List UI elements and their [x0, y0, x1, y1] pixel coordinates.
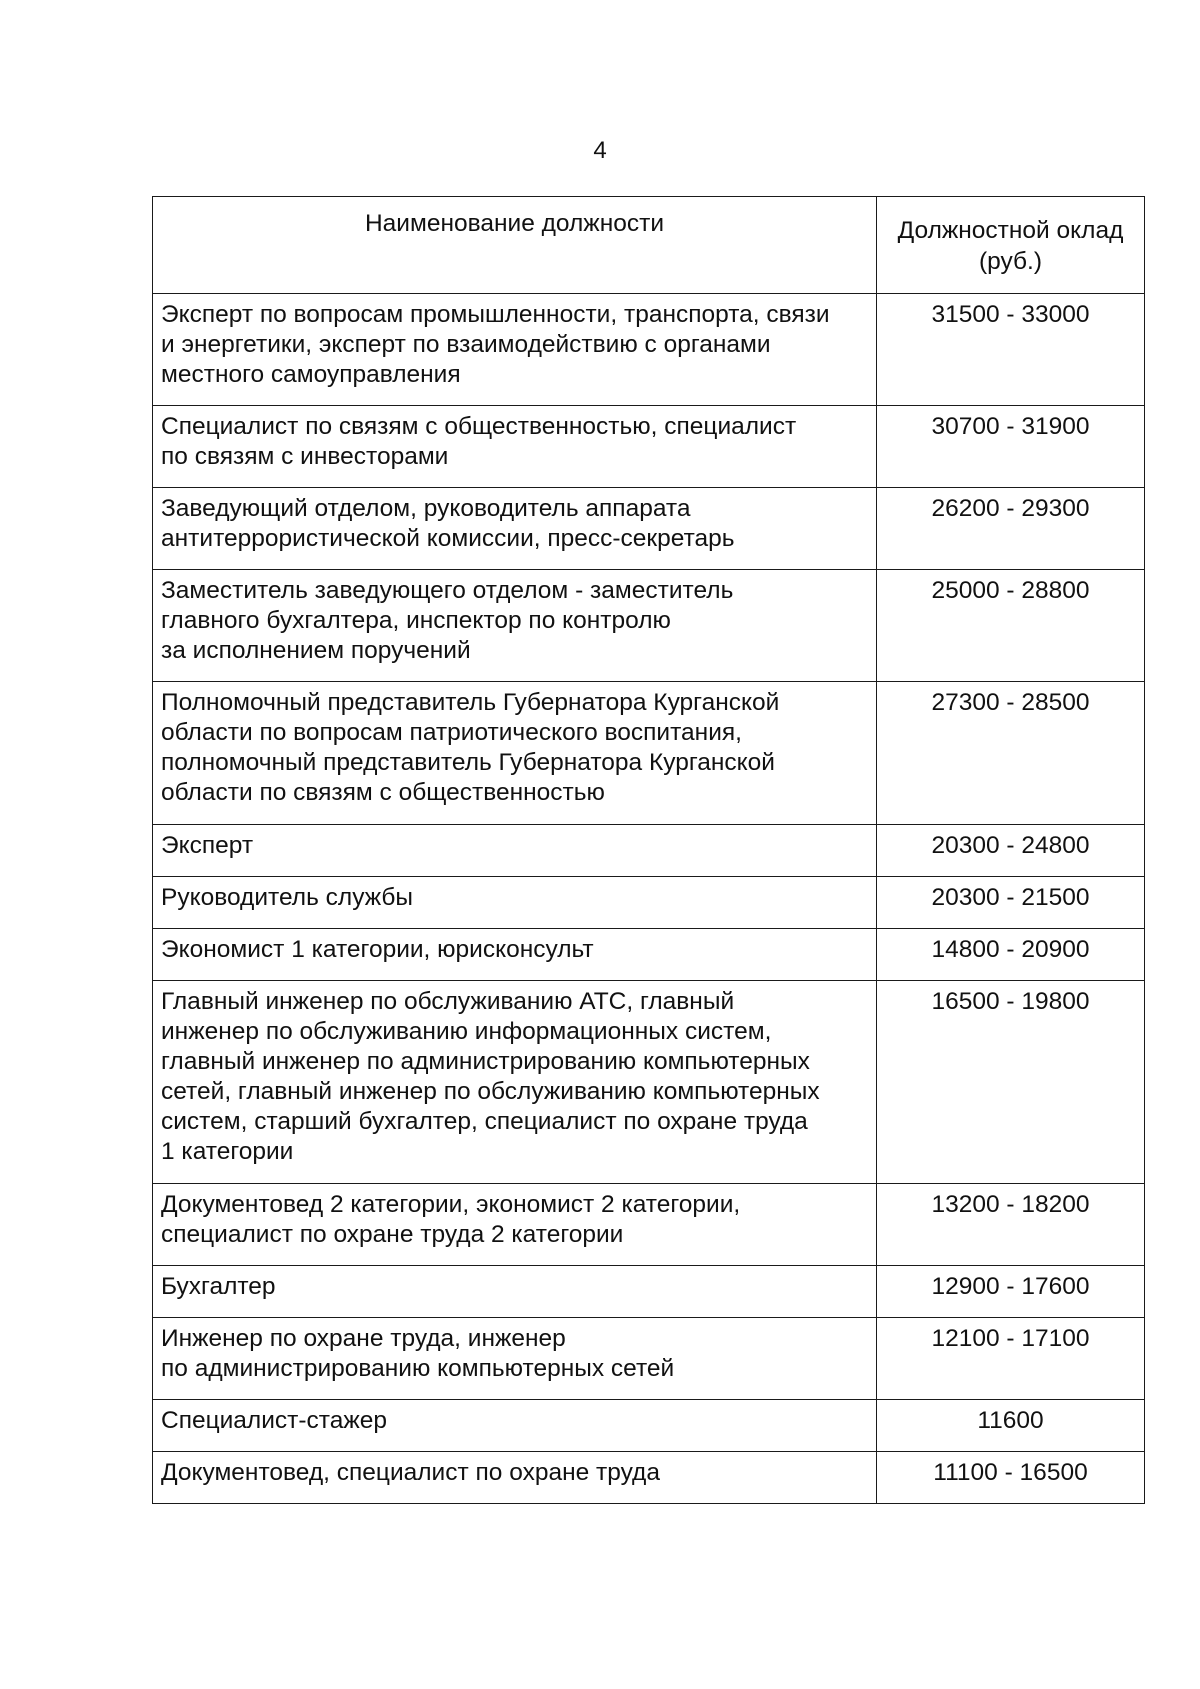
table-row — [153, 1318, 1145, 1400]
position-name-line: Главный инженер по обслуживанию АТС, главный — [161, 988, 735, 1015]
table-row — [153, 1266, 1145, 1318]
position-name-line: Эксперт по вопросам промышленности, транспорта, связи — [161, 301, 830, 328]
salary-table — [152, 196, 1145, 1504]
salary-range-cell: 27300 - 28500 — [877, 682, 1145, 825]
salary-range-cell: 20300 - 21500 — [877, 877, 1145, 929]
position-name-line: Полномочный представитель Губернатора Курганской — [161, 689, 780, 716]
salary-range-cell: 12900 - 17600 — [877, 1266, 1145, 1318]
position-name-cell — [153, 929, 877, 981]
table-row — [153, 570, 1145, 682]
table-row — [153, 981, 1145, 1184]
position-name-line: инженер по обслуживанию информационных систем, — [161, 1018, 772, 1045]
position-name-line: Эксперт — [161, 832, 254, 859]
position-name-line: и энергетики, эксперт по взаимодействию с органами — [161, 331, 771, 358]
position-name-line: антитеррористической комиссии, пресс-секретарь — [161, 525, 735, 552]
position-name-cell — [153, 682, 877, 825]
position-name-line: Заместитель заведующего отделом - заместитель — [161, 577, 734, 604]
position-name-line: области по связям с общественностью — [161, 779, 605, 806]
position-name-cell — [153, 1184, 877, 1266]
position-name-line: по администрированию компьютерных сетей — [161, 1355, 675, 1382]
header-salary — [877, 197, 1145, 294]
salary-range-cell: 31500 - 33000 — [877, 294, 1145, 406]
position-name-cell — [153, 877, 877, 929]
position-name-cell — [153, 1318, 877, 1400]
position-name-line: области по вопросам патриотического воспитания, — [161, 719, 742, 746]
position-name-line: Руководитель службы — [161, 884, 414, 911]
table-row — [153, 682, 1145, 825]
header-position: Наименование должности — [153, 197, 877, 294]
position-name-line: Документовед, специалист по охране труда — [161, 1459, 660, 1486]
position-name-line: Бухгалтер — [161, 1273, 276, 1300]
page-number: 4 — [593, 137, 607, 164]
table-row — [153, 1452, 1145, 1504]
table-row — [153, 406, 1145, 488]
position-name-line: Инженер по охране труда, инженер — [161, 1325, 566, 1352]
table-row — [153, 825, 1145, 877]
salary-range-cell: 11600 — [877, 1400, 1145, 1452]
header-salary-line2: (руб.) — [978, 247, 1043, 275]
position-name-line: полномочный представитель Губернатора Курганской — [161, 749, 775, 776]
position-name-line: по связям с инвесторами — [161, 443, 449, 470]
position-name-line: за исполнением поручений — [161, 637, 471, 664]
salary-range-cell: 13200 - 18200 — [877, 1184, 1145, 1266]
salary-range-cell: 25000 - 28800 — [877, 570, 1145, 682]
position-name-line: Экономист 1 категории, юрисконсульт — [161, 936, 594, 963]
position-name-line: специалист по охране труда 2 категории — [161, 1221, 624, 1248]
position-name-cell — [153, 981, 877, 1184]
position-name-cell — [153, 488, 877, 570]
salary-range-cell: 26200 - 29300 — [877, 488, 1145, 570]
position-name-line: Специалист по связям с общественностью, специалист — [161, 413, 797, 440]
position-name-line: главного бухгалтера, инспектор по контролю — [161, 607, 671, 634]
table-header-row — [153, 197, 1145, 294]
position-name-cell — [153, 1400, 877, 1452]
salary-range-cell: 20300 - 24800 — [877, 825, 1145, 877]
position-name-line: 1 категории — [161, 1138, 294, 1165]
position-name-line: Специалист-стажер — [161, 1407, 388, 1434]
position-name-cell — [153, 406, 877, 488]
position-name-cell — [153, 825, 877, 877]
position-name-line: главный инженер по администрированию компьютерных — [161, 1048, 810, 1075]
salary-range-cell: 11100 - 16500 — [877, 1452, 1145, 1504]
table-row — [153, 488, 1145, 570]
position-name-line: сетей, главный инженер по обслуживанию компьютерных — [161, 1078, 820, 1105]
header-salary-line1: Должностной оклад — [897, 216, 1124, 244]
position-name-line: систем, старший бухгалтер, специалист по охране труда — [161, 1108, 808, 1135]
table-row — [153, 1184, 1145, 1266]
position-name-cell — [153, 1266, 877, 1318]
table-row — [153, 294, 1145, 406]
position-name-cell — [153, 294, 877, 406]
position-name-cell — [153, 570, 877, 682]
salary-range-cell: 12100 - 17100 — [877, 1318, 1145, 1400]
position-name-cell — [153, 1452, 877, 1504]
salary-range-cell: 14800 - 20900 — [877, 929, 1145, 981]
salary-range-cell: 30700 - 31900 — [877, 406, 1145, 488]
salary-range-cell: 16500 - 19800 — [877, 981, 1145, 1184]
position-name-line: Документовед 2 категории, экономист 2 категории, — [161, 1191, 741, 1218]
table-row — [153, 1400, 1145, 1452]
table-row — [153, 877, 1145, 929]
position-name-line: Заведующий отделом, руководитель аппарата — [161, 495, 691, 522]
position-name-line: местного самоуправления — [161, 361, 461, 388]
table-row — [153, 929, 1145, 981]
